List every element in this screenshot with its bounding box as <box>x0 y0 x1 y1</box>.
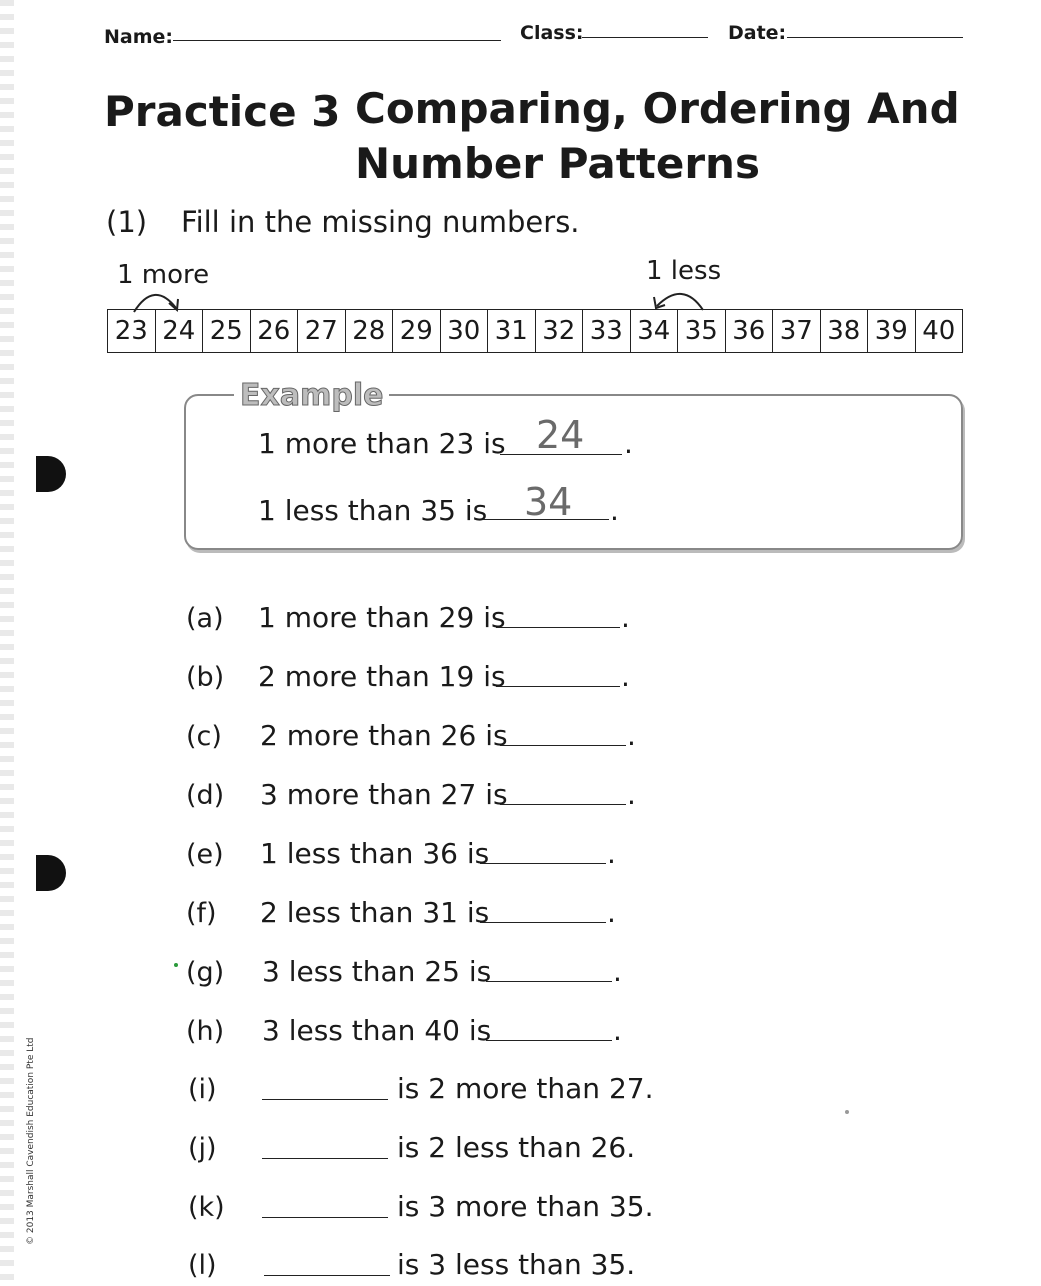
number-cell: 40 <box>922 316 956 346</box>
item-period-a: . <box>621 601 630 634</box>
item-text-k: is 3 more than 35. <box>397 1190 654 1223</box>
name-label: Name: <box>104 26 174 48</box>
item-text-l: is 3 less than 35. <box>397 1248 636 1281</box>
practice-number: Practice 3 <box>104 87 341 136</box>
item-text-c: 2 more than 26 is <box>260 719 508 752</box>
number-cell: 33 <box>583 310 631 352</box>
class-field[interactable] <box>582 37 708 38</box>
item-period-g: . <box>613 955 622 988</box>
label-1-more: 1 more <box>117 260 210 290</box>
example-title: Example <box>234 378 389 413</box>
answer-field-h[interactable] <box>486 1040 612 1041</box>
number-cell: 27 <box>298 310 346 352</box>
item-label-b: (b) <box>186 662 225 693</box>
example-period-2: . <box>610 494 619 527</box>
item-label-e: (e) <box>186 839 224 870</box>
number-cell: 25 <box>203 310 251 352</box>
number-cell: 34 <box>631 310 679 352</box>
number-line <box>107 309 963 353</box>
date-label: Date: <box>728 22 787 44</box>
item-label-g: (g) <box>186 957 225 988</box>
number-cell: 26 <box>251 310 299 352</box>
number-cell: 36 <box>726 310 774 352</box>
example-answer-2: 34 <box>524 480 573 524</box>
number-cell: 23 <box>108 310 156 352</box>
answer-field-b[interactable] <box>496 686 620 687</box>
binder-hole-bottom <box>36 855 66 891</box>
copyright-notice: © 2013 Marshall Cavendish Education Pte Ltd <box>26 1037 36 1245</box>
item-label-h: (h) <box>186 1016 225 1047</box>
example-line-2: 1 less than 35 is <box>258 494 488 527</box>
item-period-h: . <box>613 1014 622 1047</box>
answer-field-k[interactable] <box>262 1217 388 1218</box>
binder-hole-top <box>36 456 66 492</box>
green-dot <box>174 963 178 967</box>
item-text-a: 1 more than 29 is <box>258 601 506 634</box>
example-answer-1: 24 <box>536 413 585 457</box>
number-cell: 37 <box>773 310 821 352</box>
item-text-i: is 2 more than 27. <box>397 1072 654 1105</box>
date-field[interactable] <box>787 37 963 38</box>
number-cell: 35 <box>678 310 726 352</box>
answer-field-j[interactable] <box>262 1158 388 1159</box>
answer-field-c[interactable] <box>500 745 626 746</box>
item-text-e: 1 less than 36 is <box>260 837 490 870</box>
question-number: (1) <box>106 205 148 239</box>
item-text-h: 3 less than 40 is <box>262 1014 492 1047</box>
question-instruction: Fill in the missing numbers. <box>181 205 580 239</box>
speck <box>845 1110 849 1114</box>
example-period-1: . <box>624 427 633 460</box>
item-label-j: (j) <box>188 1133 217 1164</box>
name-field[interactable] <box>173 40 501 41</box>
answer-field-l[interactable] <box>264 1275 390 1276</box>
number-cell: 31 <box>488 310 536 352</box>
number-cell: 38 <box>821 310 869 352</box>
item-period-b: . <box>621 660 630 693</box>
number-cell: 39 <box>868 310 916 352</box>
example-line-1: 1 more than 23 is <box>258 427 506 460</box>
answer-field-g[interactable] <box>486 981 612 982</box>
item-text-f: 2 less than 31 is <box>260 896 490 929</box>
number-cell: 30 <box>441 310 489 352</box>
page-title-line1: Comparing, Ordering And <box>355 84 960 133</box>
item-label-f: (f) <box>186 898 217 929</box>
item-period-f: . <box>607 896 616 929</box>
class-label: Class: <box>520 22 584 44</box>
answer-field-a[interactable] <box>496 627 620 628</box>
item-label-a: (a) <box>186 603 224 634</box>
item-label-l: (l) <box>188 1250 217 1281</box>
number-cell: 29 <box>393 310 441 352</box>
item-text-b: 2 more than 19 is <box>258 660 506 693</box>
binder-perforation <box>0 0 14 1286</box>
number-cell: 24 <box>156 310 204 352</box>
item-label-i: (i) <box>188 1074 217 1105</box>
answer-field-f[interactable] <box>480 922 606 923</box>
item-period-c: . <box>627 719 636 752</box>
item-label-d: (d) <box>186 780 225 811</box>
answer-field-i[interactable] <box>262 1099 388 1100</box>
answer-field-d[interactable] <box>500 804 626 805</box>
page-title-line2: Number Patterns <box>355 139 760 188</box>
answer-field-e[interactable] <box>480 863 606 864</box>
item-period-d: . <box>627 778 636 811</box>
item-text-j: is 2 less than 26. <box>397 1131 636 1164</box>
label-1-less: 1 less <box>646 256 722 286</box>
item-text-g: 3 less than 25 is <box>262 955 492 988</box>
number-cell: 28 <box>346 310 394 352</box>
item-text-d: 3 more than 27 is <box>260 778 508 811</box>
item-label-c: (c) <box>186 721 222 752</box>
item-period-e: . <box>607 837 616 870</box>
item-label-k: (k) <box>188 1192 225 1223</box>
number-cell: 32 <box>536 310 584 352</box>
